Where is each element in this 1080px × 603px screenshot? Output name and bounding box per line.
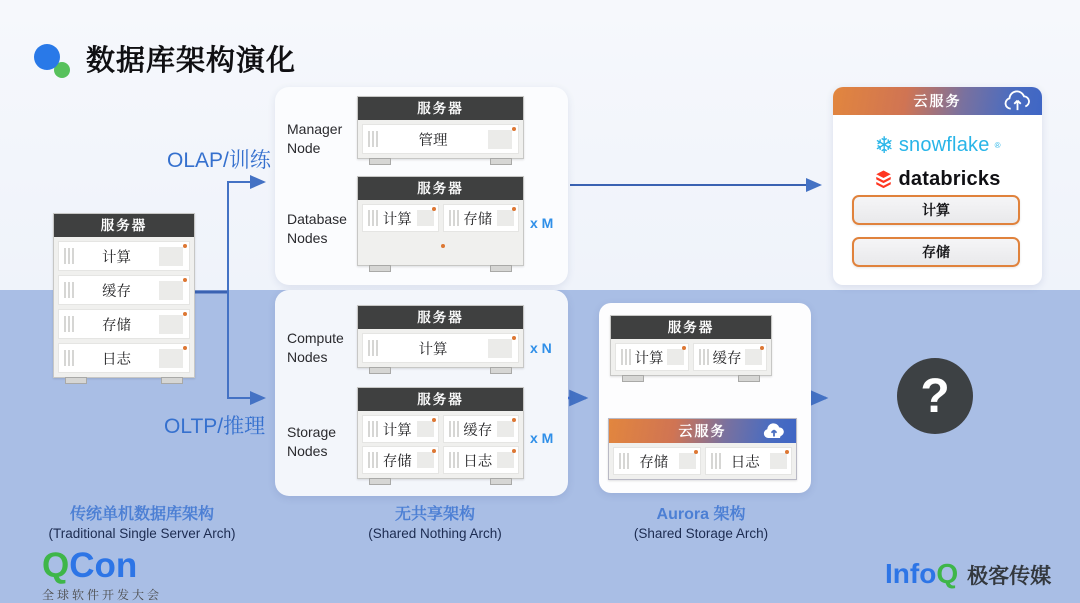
status-dot (432, 207, 436, 211)
status-dot (512, 207, 516, 211)
vent-lines-icon (619, 453, 629, 469)
status-dot (432, 418, 436, 422)
server-cell-label: 日志 (463, 453, 493, 470)
drive-slot (417, 452, 434, 468)
databricks-icon (874, 170, 893, 189)
vent-lines-icon (699, 349, 709, 365)
server-cell (615, 343, 689, 371)
server-cell (613, 447, 701, 475)
database-multiplier: x M (530, 215, 554, 231)
status-dot (512, 418, 516, 422)
caption-title: Aurora 架构 (656, 506, 746, 523)
drive-slot (159, 247, 183, 266)
caption-subtitle: (Shared Nothing Arch) (368, 526, 502, 541)
compute-multiplier: x N (530, 340, 552, 356)
server-feet (369, 367, 512, 374)
snowflake-wordmark: snowflake (898, 134, 990, 156)
server-cell-label: 存储 (382, 453, 412, 470)
vent-lines-icon (368, 210, 378, 226)
cloud-service-header-label: 云服务 (678, 423, 727, 439)
server-row (362, 333, 519, 363)
status-dot (183, 312, 187, 316)
server-row-label: 计算 (418, 341, 448, 358)
server-header: 服务器 (54, 214, 194, 237)
server-feet (65, 377, 183, 384)
cloud-storage-button: 存储 (852, 237, 1020, 267)
shared-nothing-oltp-card (275, 290, 568, 496)
drive-slot (417, 210, 434, 226)
storage-nodes-label: Storage Nodes (287, 424, 337, 459)
server-cell-label: 日志 (730, 454, 760, 471)
server-cell-label: 存储 (463, 211, 493, 228)
snowflake-icon: ❄ (874, 132, 894, 158)
drive-slot (679, 453, 696, 469)
server-row (362, 415, 519, 443)
single-server (53, 213, 195, 378)
vent-lines-icon (449, 452, 459, 468)
status-dot (183, 346, 187, 350)
status-dot (682, 346, 686, 350)
vent-lines-icon (711, 453, 721, 469)
vent-lines-icon (368, 340, 378, 356)
server-header: 服务器 (358, 97, 523, 120)
server-cell (362, 415, 439, 443)
oltp-flow-label: OLTP/推理 (164, 415, 266, 438)
aurora-cloud-storage (608, 418, 797, 480)
vent-lines-icon (368, 131, 378, 147)
qcon-tagline: 全球软件开发大会 (42, 588, 163, 602)
cloud-upload-icon (762, 423, 786, 440)
server-header: 服务器 (358, 177, 523, 200)
cloud-service-header (833, 87, 1042, 115)
compute-server (357, 305, 524, 368)
caption-traditional (22, 501, 262, 541)
server-row (58, 275, 190, 305)
vent-lines-icon (449, 421, 459, 437)
drive-slot (745, 349, 762, 365)
title-blue-dot-icon (34, 44, 60, 70)
status-dot (760, 346, 764, 350)
server-cell (443, 446, 520, 474)
qcon-logo-con: Con (69, 546, 138, 585)
infoq-logo-info: Info (885, 558, 937, 589)
server-row-label: 缓存 (102, 283, 131, 300)
server-row (362, 124, 519, 154)
database-nodes-label: Database Nodes (287, 211, 347, 246)
status-dot (694, 450, 698, 454)
server-cell-label: 计算 (382, 211, 412, 228)
status-dot (785, 450, 789, 454)
server-cell (362, 446, 439, 474)
vent-lines-icon (368, 421, 378, 437)
server-row-label: 日志 (102, 351, 131, 368)
qcon-logo-q: Q (42, 546, 70, 585)
databricks-wordmark: databricks (898, 168, 1001, 190)
registered-mark: ® (994, 141, 1001, 150)
shared-nothing-olap-card (275, 87, 568, 285)
qcon-logo (42, 548, 162, 603)
vent-lines-icon (64, 248, 74, 264)
server-row-label: 管理 (418, 132, 448, 149)
server-row-label: 计算 (102, 249, 131, 266)
server-feet (369, 158, 512, 165)
database-server (357, 176, 524, 266)
server-cell (705, 447, 793, 475)
vent-lines-icon (621, 349, 631, 365)
server-cell (443, 415, 520, 443)
cloud-service-header-label: 云服务 (913, 93, 962, 109)
future-question-circle (897, 358, 973, 434)
server-row (362, 204, 519, 232)
status-dot (512, 449, 516, 453)
cloud-service-header (609, 419, 796, 443)
server-feet (369, 478, 512, 485)
drive-slot (417, 421, 434, 437)
vent-lines-icon (64, 350, 74, 366)
manager-node-label: Manager Node (287, 121, 343, 156)
caption-title: 传统单机数据库架构 (69, 506, 214, 523)
caption-title: 无共享架构 (394, 506, 475, 523)
olap-flow-label: OLAP/训练 (167, 149, 271, 172)
manager-server (357, 96, 524, 159)
status-dot (183, 278, 187, 282)
status-dot (512, 336, 516, 340)
drive-slot (770, 453, 787, 469)
drive-slot (497, 210, 514, 226)
drive-slot (488, 130, 512, 149)
caption-aurora (581, 501, 821, 541)
server-spare-bay (362, 235, 519, 261)
status-dot (183, 244, 187, 248)
drive-slot (667, 349, 684, 365)
infoq-logo (885, 558, 1051, 590)
server-header: 服务器 (358, 306, 523, 329)
status-dot (512, 127, 516, 131)
server-row (58, 309, 190, 339)
server-cell (693, 343, 767, 371)
snowflake-logo (833, 134, 1042, 157)
compute-nodes-label: Compute Nodes (287, 330, 344, 365)
drive-slot (488, 339, 512, 358)
cloud-upload-outline-icon (1003, 91, 1032, 112)
status-dot (432, 449, 436, 453)
vent-lines-icon (449, 210, 459, 226)
server-cell-label: 缓存 (463, 422, 493, 439)
server-feet (369, 265, 512, 272)
server-cell-label: 计算 (634, 350, 664, 367)
server-row-label: 存储 (102, 317, 131, 334)
drive-slot (159, 315, 183, 334)
databricks-logo (833, 168, 1042, 191)
caption-subtitle: (Traditional Single Server Arch) (48, 526, 236, 541)
infoq-brand: 极客传媒 (967, 565, 1052, 588)
page-title: 数据库架构演化 (86, 45, 297, 77)
status-dot (441, 244, 445, 248)
server-header: 服务器 (358, 388, 523, 411)
server-header: 服务器 (611, 316, 771, 339)
caption-shared-nothing (315, 501, 555, 541)
drive-slot (497, 421, 514, 437)
server-row (613, 447, 792, 475)
server-row (58, 241, 190, 271)
server-cell (362, 204, 439, 232)
server-feet (622, 375, 760, 382)
server-row (615, 343, 767, 371)
server-row (58, 343, 190, 373)
caption-subtitle: (Shared Storage Arch) (633, 526, 769, 541)
cloud-compute-button: 计算 (852, 195, 1020, 225)
drive-slot (497, 452, 514, 468)
server-cell-label: 缓存 (712, 350, 742, 367)
aurora-card (599, 303, 811, 493)
vent-lines-icon (368, 452, 378, 468)
storage-server (357, 387, 524, 479)
cloud-services-card (833, 87, 1042, 285)
question-mark: ? (920, 369, 950, 423)
vent-lines-icon (64, 282, 74, 298)
server-cell-label: 计算 (382, 422, 412, 439)
vent-lines-icon (64, 316, 74, 332)
server-cell-label: 存储 (639, 454, 669, 471)
drive-slot (159, 349, 183, 368)
server-row (362, 446, 519, 474)
storage-multiplier: x M (530, 430, 554, 446)
aurora-server (610, 315, 772, 376)
infoq-logo-q: Q (936, 558, 959, 589)
server-cell (443, 204, 520, 232)
drive-slot (159, 281, 183, 300)
